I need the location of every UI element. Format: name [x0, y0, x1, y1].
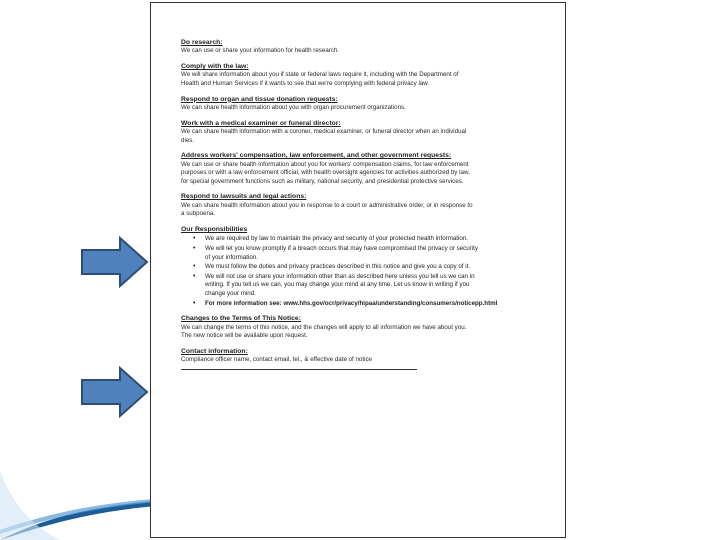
document-page — [150, 2, 566, 538]
section-heading: Respond to organ and tissue donation requests: — [181, 95, 338, 103]
list-item-link[interactable]: • For more information see: www.hhs.gov/ocr/privacy/hipaa/understanding/consumers/noticepp.html — [205, 300, 535, 309]
section-heading: Contact information: — [181, 347, 248, 355]
section-body: We can use or share your information for health research. — [181, 47, 340, 55]
section-government-requests — [181, 152, 535, 186]
divider-line — [181, 365, 417, 370]
decorative-swoosh — [0, 410, 170, 540]
document-content — [181, 39, 535, 370]
section-body: We can share health information about you with organ procurement organizations. — [181, 104, 406, 111]
section-heading: Do research: — [181, 39, 223, 46]
section-body: We can share health information with a coroner, medical examiner, or funeral director when an individual dies. — [181, 128, 467, 144]
section-body: We can share health information about you in response to a court or administrative order, or in response to a subpoena. — [181, 201, 473, 218]
section-heading: Respond to lawsuits and legal actions: — [181, 193, 307, 201]
section-body: We can use or share health information about you for workers' compensation claims, for law enforcement purposes or with a law enforcement official, with health oversight agencies for activities authorized by law, for special government functions such as military, national security, and presidential protective services. — [181, 160, 470, 185]
section-medical-examiner — [181, 120, 535, 146]
list-item: • We will not use or share your information other than as described here unless you tell us we can in writing. If you tell us we can, you may change your mind at any time. Let us know in writing if you change your mind. — [205, 273, 535, 299]
section-heading: Changes to the Terms of This Notice: — [181, 315, 301, 323]
right-arrow-icon — [80, 366, 150, 418]
list-item: • We must follow the duties and privacy practices described in this notice and give you a copy of it. — [205, 263, 535, 272]
section-heading: Work with a medical examiner or funeral director: — [181, 119, 341, 127]
list-item: • We are required by law to maintain the privacy and security of your protected health information. — [205, 235, 535, 244]
section-comply-law — [181, 63, 535, 89]
section-lawsuits — [181, 193, 535, 219]
section-heading: Our Responsibilities — [181, 225, 248, 233]
section-heading: Address workers' compensation, law enforcement, and other government requests: — [181, 152, 452, 160]
section-contact — [181, 348, 535, 370]
section-changes — [181, 315, 535, 341]
section-responsibilities — [181, 226, 535, 308]
section-research — [181, 39, 535, 56]
section-body: Compliance officer name, contact email, tel., & effective date of notice — [181, 356, 372, 364]
section-heading: Comply with the law: — [181, 63, 249, 70]
list-item: • We will let you know promptly if a breach occurs that may have compromised the privacy or security of your information. — [205, 245, 535, 262]
section-body: We will share information about you if state or federal laws require it, including with the Department of Health and Human Services if it wants to see that we're complying with federal privacy law. — [181, 71, 459, 87]
responsibilities-list — [181, 235, 535, 308]
section-organ-donation — [181, 96, 535, 113]
section-body: We can change the terms of this notice, and the changes will apply to all information we have about you. The new notice will be available upon request. — [181, 323, 467, 340]
right-arrow-icon — [80, 236, 150, 288]
